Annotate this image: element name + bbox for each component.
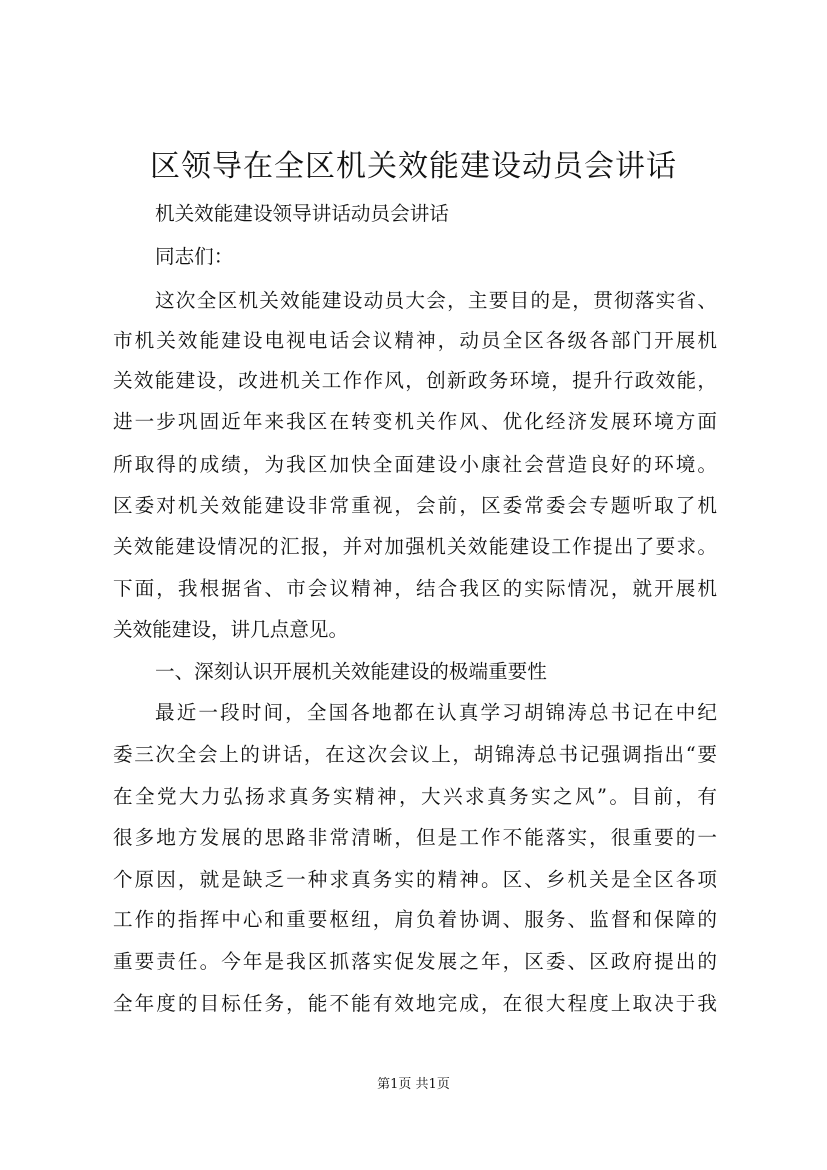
paragraph-line: 最近一段时间，全国各地都在认真学习胡锦涛总书记在中纪 (155, 701, 717, 724)
paragraph-line: 全年度的目标任务，能不能有效地完成，在很大程度上取决于我 (113, 992, 717, 1015)
paragraph-line: 关效能建设，改进机关工作作风，创新政务环境，提升行政效能， (113, 369, 717, 392)
page-number: 第1页 共1页 (377, 1077, 450, 1092)
document-subtitle: 机关效能建设领导讲话动员会讲话 (155, 202, 449, 225)
paragraph-line: 市机关效能建设电视电话会议精神，动员全区各级各部门开展机 (113, 329, 717, 352)
paragraph-line: 重要责任。今年是我区抓落实促发展之年，区委、区政府提出的 (113, 950, 717, 973)
paragraph-line: 下面，我根据省、市会议精神，结合我区的实际情况，就开展机 (113, 577, 717, 600)
paragraph-line: 个原因，就是缺乏一种求真务实的精神。区、乡机关是全区各项 (113, 868, 717, 891)
paragraph-line: 关效能建设情况的汇报，并对加强机关效能建设工作提出了要求。 (113, 535, 717, 558)
paragraph-line: 委三次全会上的讲话，在这次会议上，胡锦涛总书记强调指出“要 (113, 743, 717, 766)
salutation: 同志们： (155, 245, 234, 268)
paragraph-line: 在全党大力弘扬求真务实精神，大兴求真务实之风”。目前，有 (113, 785, 717, 808)
section-heading: 一、深刻认识开展机关效能建设的极端重要性 (155, 660, 547, 683)
document-title: 区领导在全区机关效能建设动员会讲话 (150, 149, 677, 184)
paragraph-line: 很多地方发展的思路非常清晰，但是工作不能落实，很重要的一 (113, 826, 717, 849)
paragraph-line: 这次全区机关效能建设动员大会，主要目的是，贯彻落实省、 (155, 289, 717, 312)
paragraph-line: 所取得的成绩，为我区加快全面建设小康社会营造良好的环境。 (113, 453, 717, 476)
paragraph-line: 关效能建设，讲几点意见。 (113, 618, 349, 641)
paragraph-line: 进一步巩固近年来我区在转变机关作风、优化经济发展环境方面 (113, 410, 717, 433)
paragraph-line: 工作的指挥中心和重要枢纽，肩负着协调、服务、监督和保障的 (113, 908, 717, 931)
paragraph-line: 区委对机关效能建设非常重视，会前，区委常委会专题听取了机 (113, 494, 717, 517)
